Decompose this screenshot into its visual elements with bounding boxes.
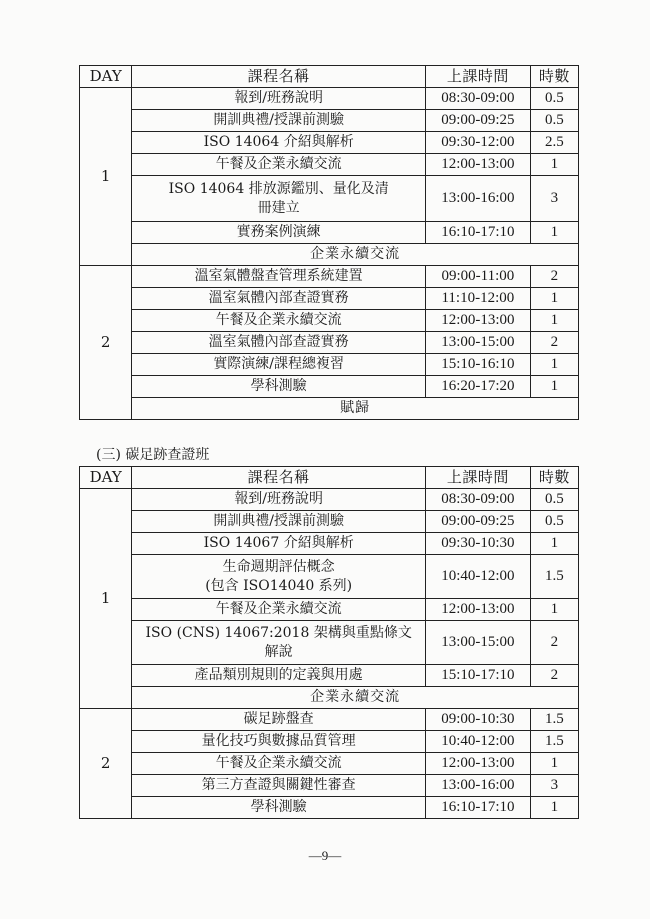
course-time: 12:00-13:00 [426, 599, 531, 621]
course-hours: 2 [530, 266, 578, 288]
course-name: 午餐及企業永續交流 [132, 753, 426, 775]
course-hours: 3 [530, 176, 578, 222]
course-hours: 0.5 [530, 489, 578, 511]
table-row [80, 176, 579, 222]
course-hours: 2.5 [530, 132, 578, 154]
table-header-row [80, 66, 579, 88]
day-label: 2 [80, 709, 132, 819]
header-hours: 時數 [530, 66, 578, 88]
table-row [80, 132, 579, 154]
course-name [132, 555, 426, 599]
course-time: 16:10-17:10 [426, 797, 531, 819]
course-hours: 1 [530, 599, 578, 621]
course-time: 08:30-09:00 [426, 88, 531, 110]
course-time: 13:00-15:00 [426, 332, 531, 354]
course-name: 量化技巧與數據品質管理 [132, 731, 426, 753]
course-time: 13:00-15:00 [426, 621, 531, 665]
course-name: 學科測驗 [132, 797, 426, 819]
course-time: 09:00-11:00 [426, 266, 531, 288]
table-row [80, 266, 579, 288]
course-time: 10:40-12:00 [426, 731, 531, 753]
course-time: 09:00-09:25 [426, 511, 531, 533]
course-name-line2: 解說 [264, 643, 293, 660]
course-hours: 1 [530, 154, 578, 176]
course-time: 11:10-12:00 [426, 288, 531, 310]
course-time: 12:00-13:00 [426, 154, 531, 176]
course-hours: 1 [530, 376, 578, 398]
table-row [80, 244, 579, 266]
course-time: 09:30-12:00 [426, 132, 531, 154]
course-hours: 1 [530, 354, 578, 376]
day-label: 2 [80, 266, 132, 420]
page-number: —9— [308, 848, 342, 863]
table-row [80, 621, 579, 665]
course-name: ISO 14067 介紹與解析 [132, 533, 426, 555]
course-hours: 1.5 [530, 555, 578, 599]
table-row [80, 222, 579, 244]
table-row [80, 775, 579, 797]
table-row [80, 354, 579, 376]
course-hours: 1 [530, 797, 578, 819]
course-name: 開訓典禮/授課前測驗 [132, 110, 426, 132]
header-course: 課程名稱 [132, 467, 426, 489]
course-time: 09:30-10:30 [426, 533, 531, 555]
course-hours: 2 [530, 332, 578, 354]
day-label: 1 [80, 88, 132, 266]
table-row [80, 110, 579, 132]
course-hours: 0.5 [530, 511, 578, 533]
course-name: 第三方查證與關鍵性審查 [132, 775, 426, 797]
course-name: 溫室氣體內部查證實務 [132, 332, 426, 354]
course-name: 溫室氣體內部查證實務 [132, 288, 426, 310]
spanning-row-label: 企業永續交流 [132, 687, 579, 709]
course-time: 16:10-17:10 [426, 222, 531, 244]
day-label: 1 [80, 489, 132, 709]
course-hours: 2 [530, 621, 578, 665]
table-row [80, 310, 579, 332]
course-time: 16:20-17:20 [426, 376, 531, 398]
course-time: 15:10-17:10 [426, 665, 531, 687]
course-hours: 2 [530, 665, 578, 687]
table-row [80, 398, 579, 420]
course-name: 午餐及企業永續交流 [132, 310, 426, 332]
course-hours: 1 [530, 222, 578, 244]
course-name: ISO 14064 排放源鑑別、量化及清冊建立 [132, 176, 426, 222]
spanning-row-label: 賦歸 [132, 398, 579, 420]
table-row [80, 665, 579, 687]
table-row [80, 288, 579, 310]
course-hours: 1 [530, 533, 578, 555]
course-time: 15:10-16:10 [426, 354, 531, 376]
course-name: 產品類別規則的定義與用處 [132, 665, 426, 687]
course-time: 08:30-09:00 [426, 489, 531, 511]
header-time: 上課時間 [426, 467, 531, 489]
table-row [80, 332, 579, 354]
course-time: 13:00-16:00 [426, 775, 531, 797]
course-name: 學科測驗 [132, 376, 426, 398]
section-title: (三) 碳足跡查證班 [96, 447, 210, 463]
course-name: ISO 14064 介紹與解析 [132, 132, 426, 154]
course-time: 09:00-09:25 [426, 110, 531, 132]
header-hours: 時數 [530, 467, 578, 489]
course-hours: 1 [530, 288, 578, 310]
course-hours: 1 [530, 753, 578, 775]
course-hours: 0.5 [530, 88, 578, 110]
course-name-line2: (包含 ISO14040 系列) [205, 577, 353, 594]
course-hours: 1.5 [530, 709, 578, 731]
table-row [80, 489, 579, 511]
header-day: DAY [80, 467, 132, 489]
course-hours: 1.5 [530, 731, 578, 753]
table-row [80, 533, 579, 555]
course-name: 午餐及企業永續交流 [132, 154, 426, 176]
course-name: 報到/班務說明 [132, 88, 426, 110]
course-time: 12:00-13:00 [426, 753, 531, 775]
course-hours: 1 [530, 310, 578, 332]
schedule-table-1 [79, 65, 579, 420]
header-course: 課程名稱 [132, 66, 426, 88]
table-row [80, 731, 579, 753]
table-row [80, 88, 579, 110]
table-row [80, 511, 579, 533]
course-time: 12:00-13:00 [426, 310, 531, 332]
table-row [80, 797, 579, 819]
table-row [80, 154, 579, 176]
table-row [80, 555, 579, 599]
course-name: 溫室氣體盤查管理系統建置 [132, 266, 426, 288]
course-name: 開訓典禮/授課前測驗 [132, 511, 426, 533]
course-name: 實務案例演練 [132, 222, 426, 244]
schedule-table-2 [79, 466, 579, 819]
course-name: 午餐及企業永續交流 [132, 599, 426, 621]
header-time: 上課時間 [426, 66, 531, 88]
course-time: 10:40-12:00 [426, 555, 531, 599]
table-row [80, 709, 579, 731]
course-hours: 3 [530, 775, 578, 797]
header-day: DAY [80, 66, 132, 88]
course-time: 13:00-16:00 [426, 176, 531, 222]
course-name-line1: ISO (CNS) 14067:2018 架構與重點條文 [145, 624, 412, 641]
table-row [80, 687, 579, 709]
table-row [80, 599, 579, 621]
course-name: 實際演練/課程總複習 [132, 354, 426, 376]
course-time: 09:00-10:30 [426, 709, 531, 731]
course-name: 碳足跡盤查 [132, 709, 426, 731]
course-name [132, 621, 426, 665]
course-hours: 0.5 [530, 110, 578, 132]
table-header-row [80, 467, 579, 489]
course-name: 報到/班務說明 [132, 489, 426, 511]
table-row [80, 753, 579, 775]
course-name-line1: 生命週期評估概念 [222, 558, 335, 575]
table-row [80, 376, 579, 398]
spanning-row-label: 企業永續交流 [132, 244, 579, 266]
